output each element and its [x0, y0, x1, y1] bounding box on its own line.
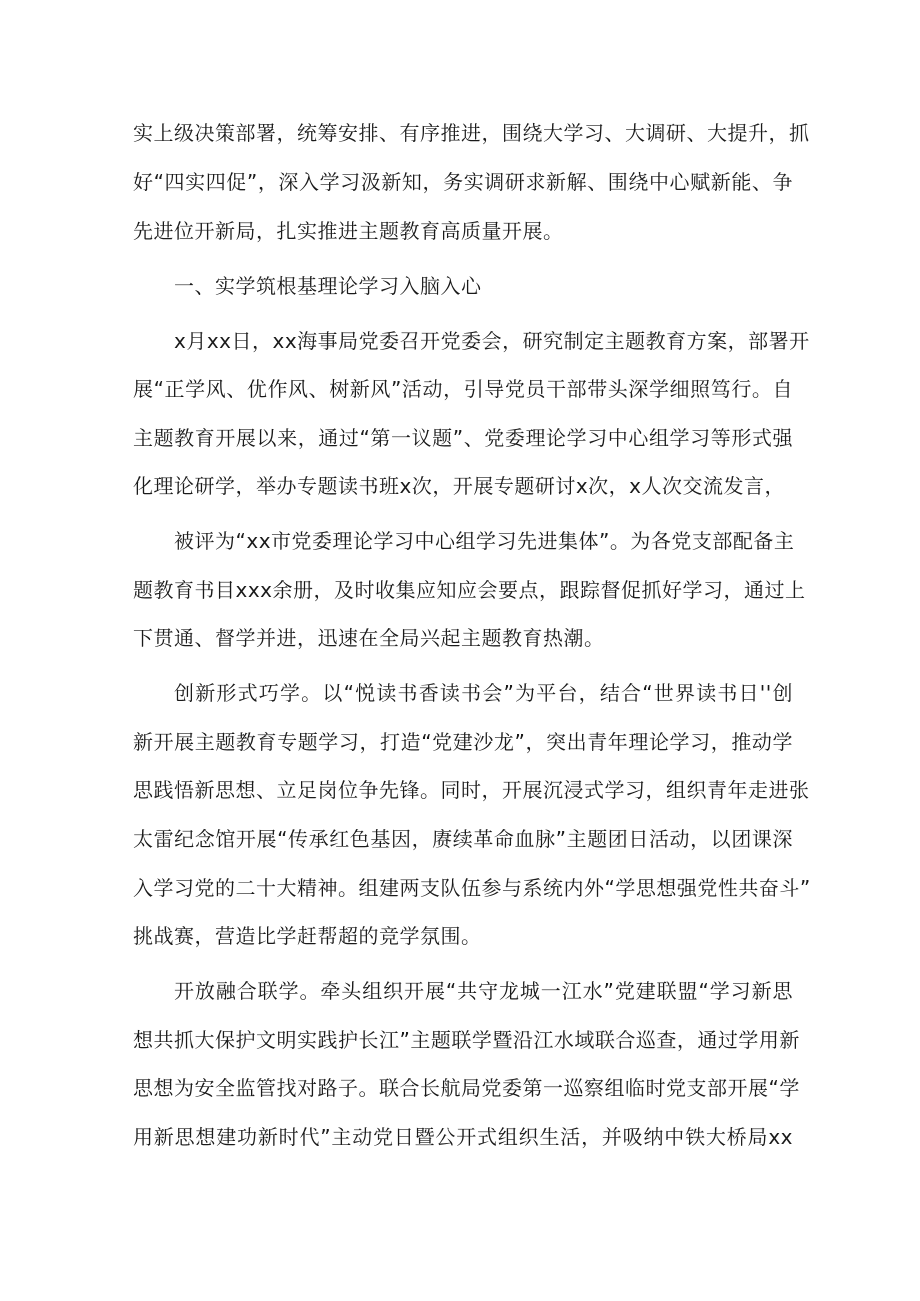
text-line: 创新形式巧学。以“悦读书香读书会”为平台，结合“世界读书日''创 [174, 681, 793, 705]
text-line: 展“正学风、优作风、树新风”活动，引导党员干部带头深学细照笃行。自 [133, 377, 793, 401]
text-line: 主题教育开展以来，通过“第一议题”、党委理论学习中心组学习等形式强 [133, 426, 793, 450]
text-line: 开放融合联学。牵头组织开展“共守龙城一江水”党建联盟“学习新思 [174, 979, 793, 1003]
text-line: 新开展主题教育专题学习，打造“党建沙龙”，突出青年理论学习，推动学 [133, 730, 793, 754]
text-line: 化理论研学，举办专题读书班x次，开展专题研讨x次，x人次交流发言， [133, 474, 786, 498]
text-line: 先进位开新局，扎实推进主题教育高质量开展。 [133, 219, 564, 243]
text-line: 思践悟新思想、立足岗位争先锋。同时，开展沉浸式学习，组织青年走进张 [133, 778, 810, 802]
text-line: 思想为安全监管找对路子。联合长航局党委第一巡察组临时党支部开展“学 [133, 1076, 800, 1100]
text-line: x月xx日，xx海事局党委召开党委会，研究制定主题教育方案，部署开 [174, 329, 810, 353]
text-line: 实上级决策部署，统筹安排、有序推进，围绕大学习、大调研、大提升，抓 [133, 121, 810, 145]
text-line: 下贯通、督学并进，迅速在全局兴起主题教育热潮。 [133, 626, 605, 650]
text-line: 题教育书目xxx余册，及时收集应知应会要点，跟踪督促抓好学习，通过上 [133, 578, 806, 602]
section-heading: 一、实学筑根基理论学习入脑入心 [174, 274, 482, 298]
text-line: 想共抓大保护文明实践护长江”主题联学暨沿江水域联合巡查，通过学用新 [133, 1028, 800, 1052]
text-line: 好“四实四促”，深入学习汲新知，务实调研求新解、围绕中心赋新能、争 [133, 170, 793, 194]
text-line: 用新思想建功新时代”主动党日暨公开式组织生活，并吸纳中铁大桥局xx [133, 1125, 793, 1149]
text-line: 挑战赛，营造比学赶帮超的竞学氛围。 [133, 924, 482, 948]
text-line: 入学习党的二十大精神。组建两支队伍参与系统内外“学思想强党性共奋斗” [133, 876, 811, 900]
text-line: 被评为“xx市党委理论学习中心组学习先进集体”。为各党支部配备主 [174, 529, 795, 553]
text-line: 太雷纪念馆开展“传承红色基因，赓续革命血脉”主题团日活动，以团课深 [133, 827, 793, 851]
